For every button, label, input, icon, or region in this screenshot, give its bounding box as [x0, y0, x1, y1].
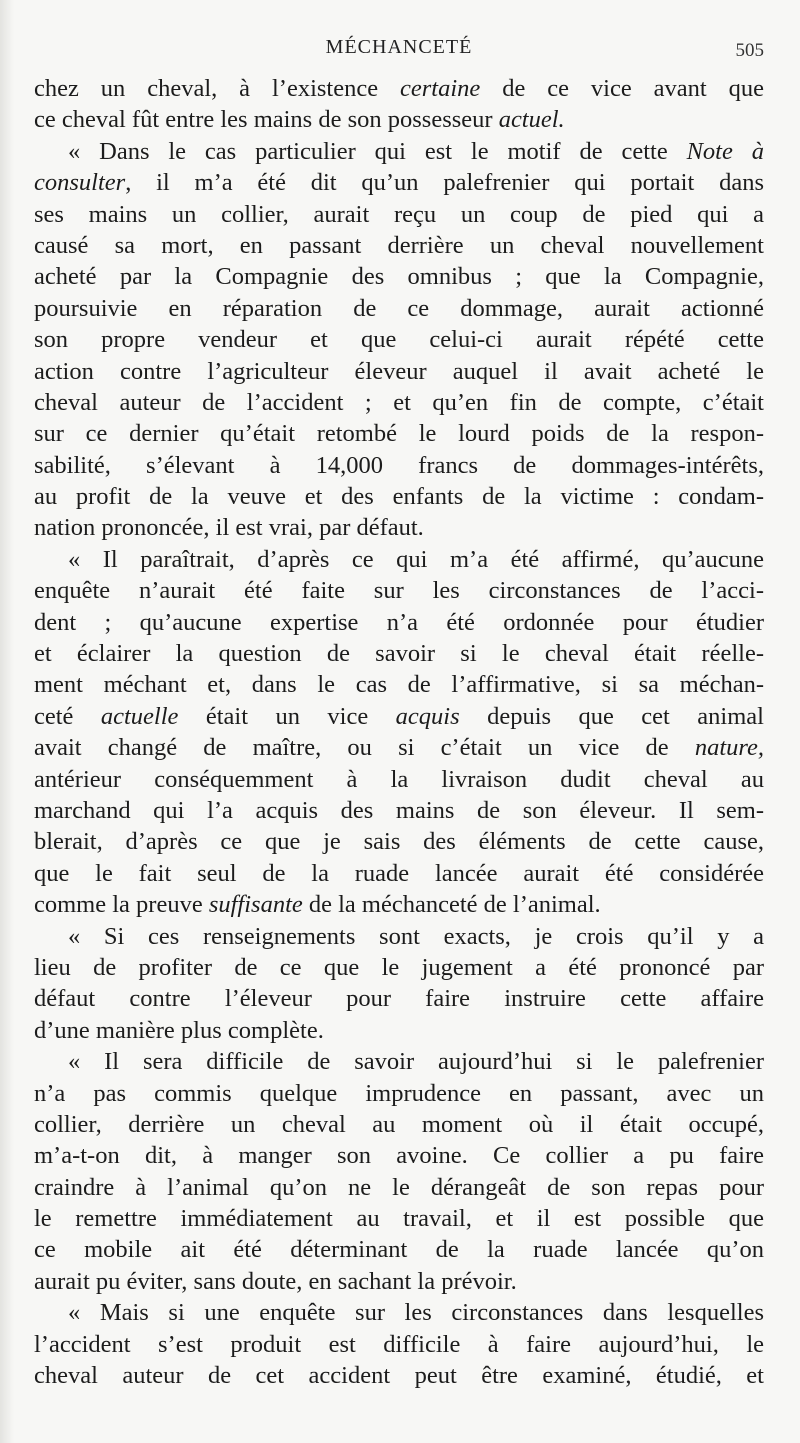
italic-text: actuel.: [498, 106, 565, 134]
text-segment: cheval auteur de l’accident ; et qu’en fin de compte, c’était: [34, 388, 764, 416]
text-segment: sur ce dernier qu’était retombé le lourd poids de la respon-: [34, 420, 764, 448]
page-number: 505: [735, 40, 764, 61]
text-line: [34, 1234, 764, 1265]
text-line: [34, 889, 764, 920]
text-segment: « Il sera difficile de savoir aujourd’hui si le palefrenier: [68, 1048, 764, 1076]
text-line: [34, 73, 764, 104]
text-segment: ce cheval fût entre les mains de son possesseur: [34, 106, 499, 134]
text-segment: nation prononcée, il est vrai, par défaut.: [34, 514, 424, 542]
italic-text: actuelle: [100, 702, 179, 730]
text-line: [34, 1046, 764, 1077]
text-line: [34, 104, 764, 135]
text-segment: « Mais si une enquête sur les circonstances dans lesquelles: [68, 1299, 764, 1327]
body-text: [34, 73, 764, 1391]
text-line: [34, 136, 764, 167]
text-segment: « Si ces renseignements sont exacts, je crois qu’il y a: [68, 922, 764, 950]
text-line: [34, 418, 764, 449]
italic-text: nature,: [694, 734, 764, 762]
text-segment: défaut contre l’éleveur pour faire instruire cette affaire: [34, 985, 764, 1013]
text-segment: ment méchant et, dans le cas de l’affirmative, si sa méchan-: [34, 671, 764, 699]
text-segment: « Dans le cas particulier qui est le motif de cette: [68, 137, 687, 165]
running-head: [34, 36, 764, 70]
text-segment: m’a-t-on dit, à manger son avoine. Ce collier a pu faire: [34, 1142, 764, 1170]
text-segment: antérieur conséquemment à la livraison dudit cheval au: [34, 765, 764, 793]
text-line: [34, 387, 764, 418]
text-segment: cheval auteur de cet accident peut être examiné, étudié, et: [34, 1362, 764, 1390]
text-line: [34, 1203, 764, 1234]
text-segment: ce mobile ait été déterminant de la ruade lancée qu’on: [34, 1236, 764, 1264]
text-segment: que le fait seul de la ruade lancée aurait été considérée: [34, 859, 764, 887]
text-line: [34, 1297, 764, 1328]
text-line: [34, 1109, 764, 1140]
text-line: [34, 1015, 764, 1046]
text-segment: chez un cheval, à l’existence: [34, 75, 401, 102]
page-edge-shadow: [0, 0, 14, 1443]
text-line: [34, 544, 764, 575]
text-line: [34, 795, 764, 826]
text-segment: , il m’a été dit qu’un palefrenier qui portait dans: [125, 169, 764, 197]
text-segment: le remettre immédiatement au travail, et il est possible que: [34, 1205, 764, 1233]
text-segment: d’une manière plus complète.: [34, 1016, 324, 1044]
text-segment: craindre à l’animal qu’on ne le dérangeât de son repas pour: [34, 1173, 764, 1201]
text-segment: au profit de la veuve et des enfants de la victime : condam-: [34, 483, 764, 511]
text-segment: de ce vice avant que: [480, 75, 764, 102]
text-segment: dent ; qu’aucune expertise n’a été ordonnée pour étudier: [34, 608, 764, 636]
text-line: [34, 732, 764, 763]
text-segment: acheté par la Compagnie des omnibus ; que la Compagnie,: [34, 263, 764, 291]
text-line: [34, 858, 764, 889]
text-segment: poursuivie en réparation de ce dommage, aurait actionné: [34, 294, 764, 322]
text-segment: enquête n’aurait été faite sur les circonstances de l’acci-: [34, 577, 764, 605]
text-segment: comme la preuve: [34, 891, 209, 919]
text-segment: de la méchanceté de l’animal.: [302, 891, 601, 919]
text-segment: causé sa mort, en passant derrière un cheval nouvellement: [34, 231, 764, 259]
text-line: [34, 261, 764, 292]
text-line: [34, 230, 764, 261]
text-segment: marchand qui l’a acquis des mains de son éleveur. Il sem-: [34, 796, 764, 824]
text-segment: aurait pu éviter, sans doute, en sachant la prévoir.: [34, 1267, 517, 1295]
text-line: [34, 356, 764, 387]
italic-text: acquis: [395, 702, 460, 730]
italic-text: suffisante: [208, 891, 303, 919]
text-line: [34, 1172, 764, 1203]
italic-text: certaine: [400, 75, 481, 102]
text-line: [34, 764, 764, 795]
text-segment: et éclairer la question de savoir si le cheval était réelle-: [34, 640, 764, 668]
text-line: [34, 669, 764, 700]
text-line: [34, 1360, 764, 1391]
text-line: [34, 324, 764, 355]
italic-text: consulter: [34, 169, 126, 197]
text-segment: collier, derrière un cheval au moment où il était occupé,: [34, 1110, 764, 1138]
text-line: [34, 1266, 764, 1297]
text-line: [34, 512, 764, 543]
text-line: [34, 481, 764, 512]
text-line: [34, 293, 764, 324]
text-line: [34, 607, 764, 638]
text-line: [34, 199, 764, 230]
text-line: [34, 638, 764, 669]
text-segment: depuis que cet animal: [459, 702, 764, 730]
text-segment: avait changé de maître, ou si c’était un vice de: [34, 734, 695, 762]
text-line: [34, 575, 764, 606]
text-segment: n’a pas commis quelque imprudence en passant, avec un: [34, 1079, 764, 1107]
text-line: [34, 921, 764, 952]
text-segment: son propre vendeur et que celui-ci aurait répété cette: [34, 326, 764, 354]
text-segment: ceté: [34, 702, 101, 730]
running-head-title: MÉCHANCETÉ: [325, 36, 473, 58]
text-line: [34, 826, 764, 857]
text-segment: « Il paraîtrait, d’après ce qui m’a été affirmé, qu’aucune: [68, 545, 764, 573]
text-segment: l’accident s’est produit est difficile à faire aujourd’hui, le: [34, 1330, 764, 1358]
text-line: [34, 701, 764, 732]
text-line: [34, 1140, 764, 1171]
text-segment: blerait, d’après ce que je sais des éléments de cette cause,: [34, 828, 764, 856]
text-segment: sabilité, s’élevant à 14,000 francs de dommages-intérêts,: [34, 451, 764, 479]
text-line: [34, 1329, 764, 1360]
text-segment: lieu de profiter de ce que le jugement a été prononcé par: [34, 953, 764, 981]
text-segment: était un vice: [178, 702, 396, 730]
text-line: [34, 983, 764, 1014]
text-line: [34, 167, 764, 198]
text-line: [34, 1078, 764, 1109]
text-segment: ses mains un collier, aurait reçu un coup de pied qui a: [34, 200, 764, 228]
text-line: [34, 952, 764, 983]
text-segment: action contre l’agriculteur éleveur auquel il avait acheté le: [34, 357, 764, 385]
italic-text: Note à: [686, 137, 764, 165]
text-line: [34, 450, 764, 481]
